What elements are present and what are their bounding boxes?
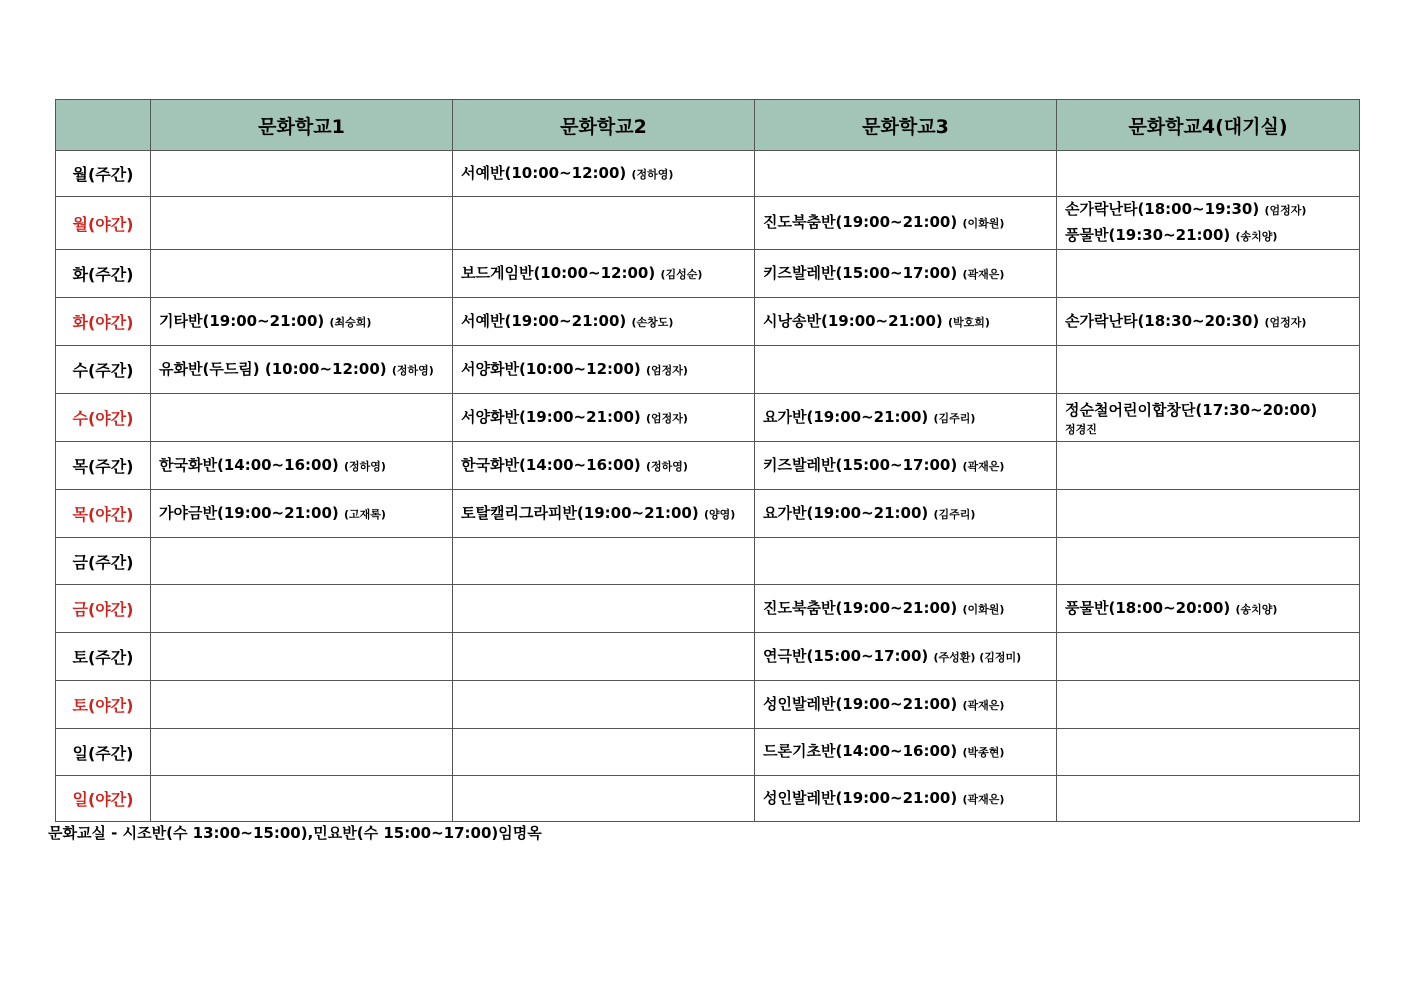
teacher-name: (김주리) — [933, 411, 976, 425]
class-entry — [1065, 309, 1351, 335]
teacher-name: (이화원) — [962, 217, 1005, 230]
class-entry — [763, 501, 1048, 527]
schedule-cell-room-1 — [151, 298, 453, 346]
table-row — [56, 394, 1360, 442]
class-entry — [461, 405, 746, 431]
schedule-cell-room-1 — [151, 681, 453, 729]
schedule-cell-room-2 — [453, 633, 755, 681]
teacher-name: (엄정자) — [1264, 204, 1307, 217]
schedule-cell-room-1 — [151, 490, 453, 538]
schedule-cell-room-2 — [453, 585, 755, 633]
class-name: 가야금반(19:00~21:00) — [159, 503, 339, 522]
class-name: 유화반(두드림) (10:00~12:00) — [159, 359, 387, 378]
class-name: 성인발레반(19:00~21:00) — [763, 788, 958, 807]
schedule-cell-room-1 — [151, 585, 453, 633]
class-name: 키즈발레반(15:00~17:00) — [763, 263, 958, 282]
schedule-cell-room-1 — [151, 346, 453, 394]
class-name: 정순철어린이합창단(17:30~20:00) — [1065, 400, 1318, 419]
teacher-name: (곽재은) — [962, 698, 1005, 712]
class-name: 서양화반(10:00~12:00) — [461, 359, 641, 378]
class-entry — [461, 357, 746, 383]
schedule-cell-room-1 — [151, 151, 453, 197]
schedule-cell-room-4 — [1057, 538, 1360, 585]
class-name: 드론기초반(14:00~16:00) — [763, 742, 958, 760]
teacher-name: (최승희) — [329, 315, 372, 329]
class-name: 요가반(19:00~21:00) — [763, 407, 929, 426]
class-name: 진도북춤반(19:00~21:00) — [763, 598, 958, 617]
class-name: 토탈캘리그라피반(19:00~21:00) — [461, 503, 699, 522]
table-row — [56, 298, 1360, 346]
schedule-cell-room-2 — [453, 151, 755, 197]
class-entry — [159, 453, 444, 479]
day-label: 금(주간) — [56, 538, 151, 585]
teacher-name: (곽재은) — [962, 792, 1005, 806]
schedule-cell-room-4 — [1057, 394, 1360, 442]
teacher-name: (박종현) — [962, 746, 1005, 759]
class-name: 한국화반(14:00~16:00) — [461, 455, 641, 474]
table-row — [56, 681, 1360, 729]
schedule-cell-room-4 — [1057, 729, 1360, 776]
class-entry — [1065, 223, 1351, 249]
class-name: 손가락난타(18:00~19:30) — [1065, 200, 1260, 218]
schedule-cell-room-1 — [151, 250, 453, 298]
teacher-name: (김주리) — [933, 507, 976, 521]
teacher-name: (곽재은) — [962, 459, 1005, 473]
schedule-cell-room-3 — [755, 776, 1057, 822]
schedule-cell-room-1 — [151, 729, 453, 776]
schedule-cell-room-3 — [755, 442, 1057, 490]
class-entry — [763, 739, 1048, 765]
class-entry — [763, 692, 1048, 718]
table-row — [56, 197, 1360, 250]
table-row — [56, 442, 1360, 490]
schedule-cell-room-2 — [453, 298, 755, 346]
day-label: 일(야간) — [56, 776, 151, 822]
schedule-cell-room-4 — [1057, 250, 1360, 298]
class-name: 한국화반(14:00~16:00) — [159, 455, 339, 474]
class-name: 요가반(19:00~21:00) — [763, 503, 929, 522]
day-label: 금(야간) — [56, 585, 151, 633]
table-row — [56, 250, 1360, 298]
class-name: 서예반(19:00~21:00) — [461, 311, 627, 330]
header-room-4: 문화학교4(대기실) — [1057, 100, 1360, 151]
schedule-cell-room-3 — [755, 197, 1057, 250]
schedule-cell-room-2 — [453, 250, 755, 298]
schedule-table — [55, 99, 1360, 822]
schedule-cell-room-2 — [453, 538, 755, 585]
schedule-cell-room-3 — [755, 151, 1057, 197]
class-entry — [1065, 197, 1351, 223]
class-name: 진도북춤반(19:00~21:00) — [763, 213, 958, 231]
schedule-body — [56, 151, 1360, 822]
class-name: 서예반(10:00~12:00) — [461, 163, 627, 182]
schedule-cell-room-3 — [755, 633, 1057, 681]
schedule-cell-room-4 — [1057, 585, 1360, 633]
schedule-cell-room-2 — [453, 681, 755, 729]
class-entry — [159, 501, 444, 527]
schedule-cell-room-3 — [755, 729, 1057, 776]
schedule-cell-room-4 — [1057, 346, 1360, 394]
class-entry — [1065, 596, 1351, 622]
day-label: 월(야간) — [56, 197, 151, 250]
day-label: 일(주간) — [56, 729, 151, 776]
schedule-cell-room-3 — [755, 538, 1057, 585]
table-row — [56, 151, 1360, 197]
schedule-cell-room-2 — [453, 776, 755, 822]
class-entry — [763, 786, 1048, 812]
schedule-cell-room-1 — [151, 442, 453, 490]
schedule-cell-room-1 — [151, 538, 453, 585]
schedule-cell-room-4 — [1057, 298, 1360, 346]
class-name: 보드게임반(10:00~12:00) — [461, 263, 656, 282]
class-entry — [763, 453, 1048, 479]
schedule-cell-room-2 — [453, 394, 755, 442]
table-row — [56, 585, 1360, 633]
class-name: 키즈발레반(15:00~17:00) — [763, 455, 958, 474]
teacher-name: (정하영) — [391, 363, 434, 377]
class-name: 서양화반(19:00~21:00) — [461, 407, 641, 426]
class-entry — [763, 210, 1048, 236]
class-entry — [159, 309, 444, 335]
teacher-name: (정하영) — [343, 459, 386, 473]
class-entry — [763, 596, 1048, 622]
day-label: 목(주간) — [56, 442, 151, 490]
schedule-cell-room-2 — [453, 490, 755, 538]
class-name: 기타반(19:00~21:00) — [159, 311, 325, 330]
day-label: 화(주간) — [56, 250, 151, 298]
schedule-cell-room-3 — [755, 394, 1057, 442]
day-label: 월(주간) — [56, 151, 151, 197]
footnote: 문화교실 - 시조반(수 13:00~15:00),민요반(수 15:00~17:00)임명옥 — [48, 824, 542, 842]
schedule-cell-room-3 — [755, 250, 1057, 298]
table-row — [56, 729, 1360, 776]
teacher-name: (송치양) — [1235, 602, 1278, 616]
schedule-cell-room-4 — [1057, 442, 1360, 490]
table-row — [56, 776, 1360, 822]
table-row — [56, 538, 1360, 585]
teacher-name: (손창도) — [631, 315, 674, 329]
schedule-cell-room-4 — [1057, 490, 1360, 538]
schedule-cell-room-4 — [1057, 776, 1360, 822]
class-entry — [461, 261, 746, 287]
teacher-name: (주성환) (김정미) — [933, 650, 1022, 664]
day-label: 목(야간) — [56, 490, 151, 538]
schedule-cell-room-3 — [755, 681, 1057, 729]
schedule-cell-room-2 — [453, 346, 755, 394]
teacher-name: (정하영) — [631, 167, 674, 181]
class-entry — [461, 161, 746, 187]
class-name: 풍물반(19:30~21:00) — [1065, 226, 1231, 244]
table-row — [56, 490, 1360, 538]
day-label: 화(야간) — [56, 298, 151, 346]
schedule-cell-room-4 — [1057, 197, 1360, 250]
header-room-1: 문화학교1 — [151, 100, 453, 151]
class-entry — [461, 453, 746, 479]
schedule-cell-room-2 — [453, 197, 755, 250]
class-name: 풍물반(18:00~20:00) — [1065, 598, 1231, 617]
day-label: 수(주간) — [56, 346, 151, 394]
class-entry — [763, 309, 1048, 335]
teacher-name: (엄정자) — [645, 411, 688, 425]
class-name: 정경진 — [1065, 422, 1097, 436]
teacher-name: (양영) — [703, 507, 736, 521]
teacher-name: (김성순) — [660, 267, 703, 281]
class-name: 연극반(15:00~17:00) — [763, 646, 929, 665]
schedule-cell-room-2 — [453, 442, 755, 490]
schedule-cell-room-3 — [755, 585, 1057, 633]
schedule-cell-room-4 — [1057, 633, 1360, 681]
day-label: 토(주간) — [56, 633, 151, 681]
class-entry — [159, 357, 444, 383]
class-name: 손가락난타(18:30~20:30) — [1065, 311, 1260, 330]
table-row — [56, 633, 1360, 681]
class-name: 성인발레반(19:00~21:00) — [763, 694, 958, 713]
schedule-cell-room-2 — [453, 729, 755, 776]
class-entry — [763, 644, 1048, 670]
schedule-cell-room-1 — [151, 633, 453, 681]
teacher-name: (엄정자) — [1264, 315, 1307, 329]
schedule-header — [56, 100, 1360, 151]
class-name: 시낭송반(19:00~21:00) — [763, 311, 943, 330]
table-row — [56, 346, 1360, 394]
day-label: 수(야간) — [56, 394, 151, 442]
class-entry — [763, 261, 1048, 287]
teacher-name: (정하영) — [645, 459, 688, 473]
schedule-cell-room-4 — [1057, 151, 1360, 197]
teacher-name: (고재록) — [343, 507, 386, 521]
teacher-name: (엄정자) — [645, 363, 688, 377]
schedule-cell-room-3 — [755, 490, 1057, 538]
class-entry — [1065, 398, 1351, 422]
class-entry — [763, 405, 1048, 431]
schedule-cell-room-3 — [755, 298, 1057, 346]
class-entry — [461, 309, 746, 335]
header-room-3: 문화학교3 — [755, 100, 1057, 151]
header-corner — [56, 100, 151, 151]
schedule-cell-room-4 — [1057, 681, 1360, 729]
schedule-cell-room-1 — [151, 394, 453, 442]
teacher-name: (이화원) — [962, 602, 1005, 616]
teacher-name: (박호희) — [947, 315, 990, 329]
header-room-2: 문화학교2 — [453, 100, 755, 151]
header-row — [56, 100, 1360, 151]
day-label: 토(야간) — [56, 681, 151, 729]
class-entry — [1065, 422, 1351, 438]
teacher-name: (곽재은) — [962, 267, 1005, 281]
schedule-cell-room-1 — [151, 197, 453, 250]
teacher-name: (송치양) — [1235, 230, 1278, 243]
class-entry — [461, 501, 746, 527]
schedule-cell-room-3 — [755, 346, 1057, 394]
schedule-cell-room-1 — [151, 776, 453, 822]
